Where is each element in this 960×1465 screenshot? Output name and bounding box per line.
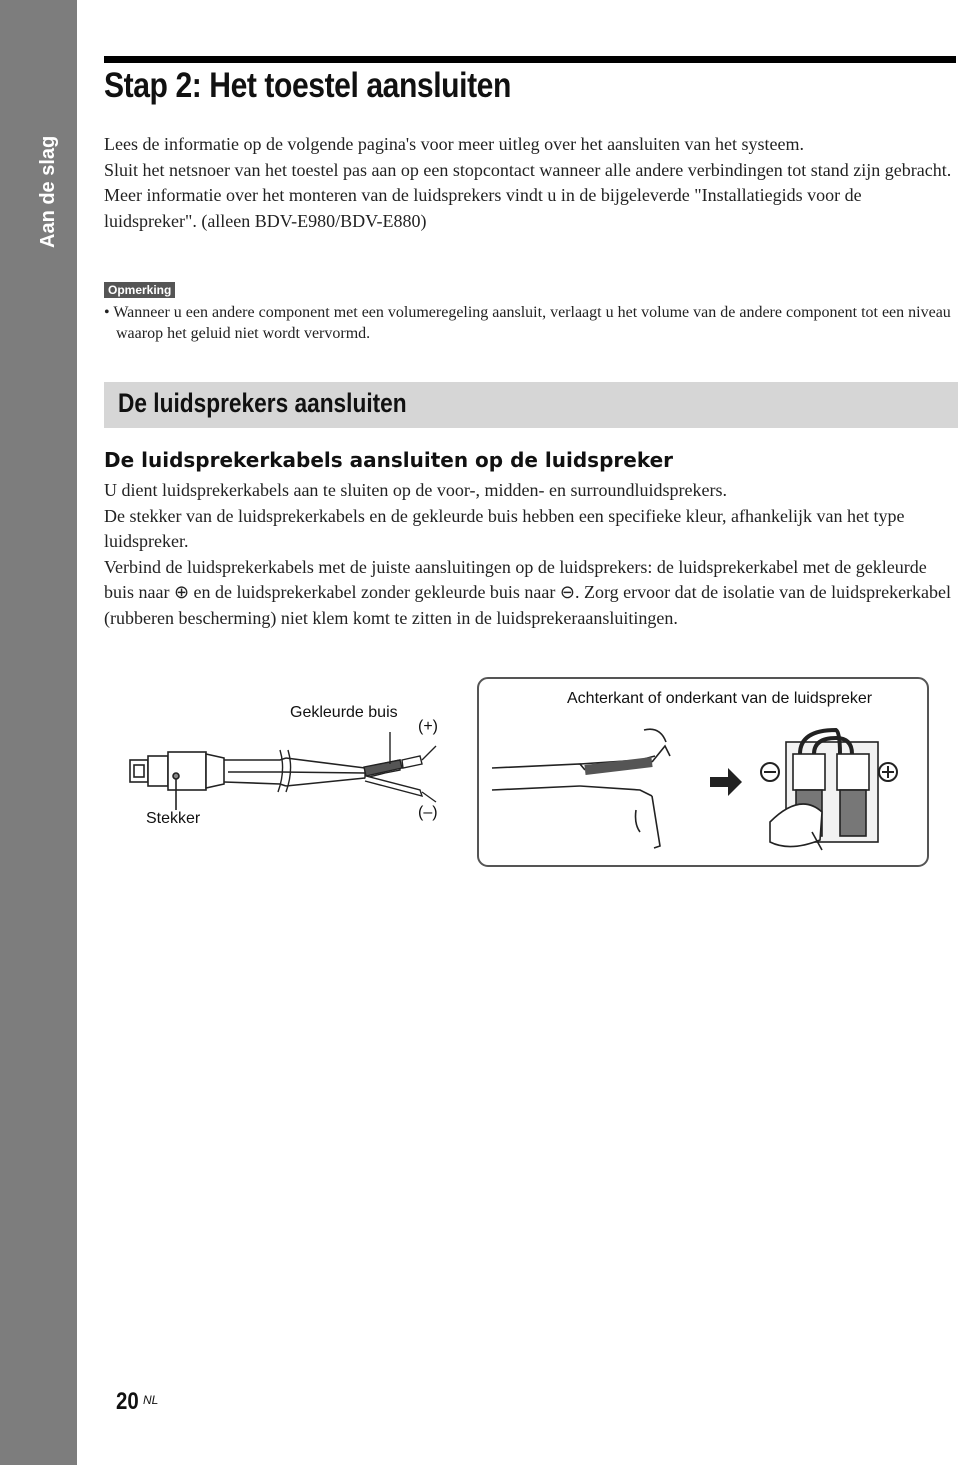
sidebar-label: Aan de slag	[37, 135, 59, 248]
plug-icon	[130, 752, 224, 810]
colored-tube	[364, 732, 422, 796]
wire-arrows	[422, 746, 436, 802]
speaker-cable-diagram	[100, 672, 940, 872]
sidebar-tab	[0, 0, 77, 1465]
section-body	[104, 478, 954, 631]
plus-symbol-icon	[879, 763, 897, 781]
title-rule	[104, 56, 956, 63]
body-paragraph: De stekker van de luidsprekerkabels en de gekleurde buis hebben een specifieke kleur, afhankelijk van het type luidspreker.	[104, 505, 905, 551]
subsection-title: De luidsprekerkabels aansluiten op de luidspreker	[104, 448, 674, 472]
body-paragraph: U dient luidsprekerkabels aan te sluiten op de voor-, midden- en surroundluidsprekers.	[104, 480, 727, 500]
body-paragraph: Verbind de luidsprekerkabels met de juiste aansluitingen op de luidsprekers: de luidsprekerkabel met de gekleurde buis naar ⊕ en de luidsprekerkabel zonder gekleurde buis naar ⊖. Zorg ervoor dat de isolatie van de luidsprekerkabel (rubberen bescherming) niet klem komt te zitten in de luidsprekeraansluitingen.	[104, 556, 952, 628]
intro-paragraph: Meer informatie over het monteren van de luidsprekers vindt u in de bijgeleverde "Installatiegids voor de luidspreker". (alleen BDV-E980/BDV-E880)	[104, 185, 862, 231]
intro-paragraph: Lees de informatie op de volgende pagina's voor meer uitleg over het aansluiten van het systeem.	[104, 134, 805, 154]
page-number: 20	[116, 1388, 139, 1415]
intro-block	[104, 132, 954, 234]
section-title: De luidsprekers aansluiten	[118, 388, 407, 418]
label-minus: (–)	[418, 804, 438, 821]
page-title: Stap 2: Het toestel aansluiten	[104, 66, 511, 105]
label-speaker-back: Achterkant of onderkant van de luidspreker	[567, 690, 873, 707]
note-text: • Wanneer u een andere component met een volumeregeling aansluit, verlaagt u het volume van de andere component tot een niveau waarop het geluid niet wordt vervormd.	[104, 304, 951, 342]
cable-left	[224, 758, 365, 786]
page-language-suffix: NL	[143, 1393, 159, 1407]
label-plus: (+)	[418, 718, 438, 735]
intro-paragraph: Sluit het netsnoer van het toestel pas aan op een stopcontact wanneer alle andere verbindingen tot stand zijn gebracht.	[104, 159, 952, 180]
note-badge: Opmerking	[104, 282, 175, 298]
label-colored-tube: Gekleurde buis	[290, 704, 398, 721]
minus-symbol-icon	[761, 763, 779, 781]
speaker-terminal-icon	[770, 730, 878, 850]
label-plug: Stekker	[146, 810, 201, 827]
